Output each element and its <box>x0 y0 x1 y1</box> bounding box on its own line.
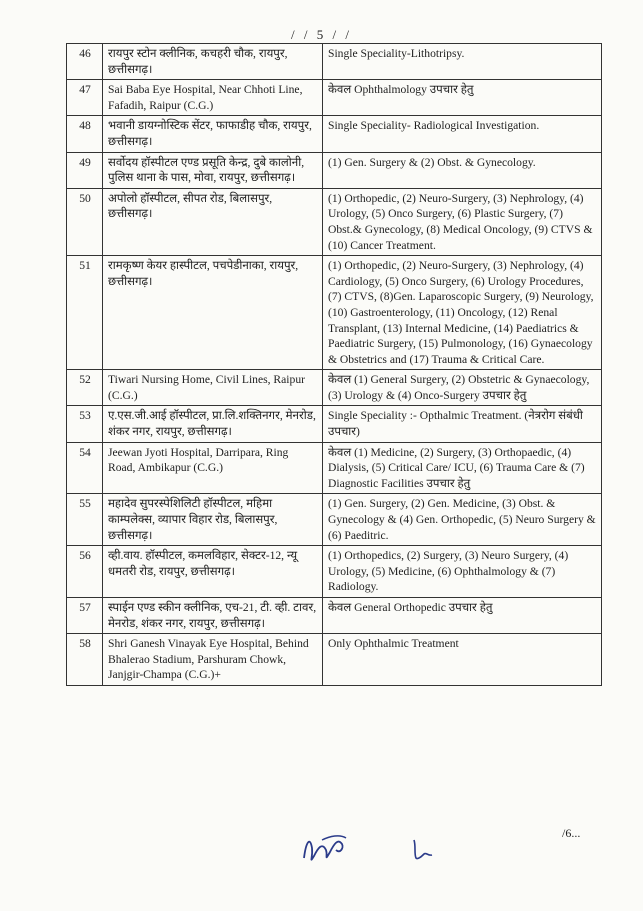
row-number: 48 <box>67 116 103 152</box>
hospital-name: भवानी डायग्नोस्टिक सेंटर, फाफाडीह चौक, रायपुर, छत्तीसगढ़। <box>103 116 323 152</box>
row-number: 47 <box>67 80 103 116</box>
row-number: 51 <box>67 256 103 370</box>
hospital-name: Shri Ganesh Vinayak Eye Hospital, Behind Bhalerao Stadium, Parshuram Chowk, Janjgir-Champa (C.G.)+ <box>103 634 323 686</box>
table-row <box>67 44 602 80</box>
treatment-specialities: केवल Ophthalmology उपचार हेतु <box>323 80 602 116</box>
next-page-marker: /6... <box>562 826 581 840</box>
table-row <box>67 188 602 255</box>
treatment-specialities: केवल (1) Medicine, (2) Surgery, (3) Orthopaedic, (4) Dialysis, (5) Critical Care/ ICU, (6) Trauma Care & (7) Diagnostic Facilities उपचार हेतु <box>323 442 602 494</box>
table-row <box>67 598 602 634</box>
row-number: 50 <box>67 188 103 255</box>
table-row <box>67 116 602 152</box>
table-body <box>67 44 602 686</box>
table-row <box>67 256 602 370</box>
treatment-specialities: (1) Orthopedic, (2) Neuro-Surgery, (3) Nephrology, (4) Urology, (5) Onco Surgery, (6) Plastic Surgery, (7) Obst.& Gynecology, (8) Medical Oncology, (9) CTVS & (10) Cancer Treatment. <box>323 188 602 255</box>
hospital-table <box>66 43 602 686</box>
table-row <box>67 406 602 442</box>
hospital-name: ए.एस.जी.आई हॉस्पीटल, प्रा.लि.शक्तिनगर, मेनरोड, शंकर नगर, रायपुर, छत्तीसगढ़। <box>103 406 323 442</box>
hospital-name: Sai Baba Eye Hospital, Near Chhoti Line, Fafadih, Raipur (C.G.) <box>103 80 323 116</box>
treatment-specialities: Only Ophthalmic Treatment <box>323 634 602 686</box>
treatment-specialities: Single Speciality-Lithotripsy. <box>323 44 602 80</box>
table-row <box>67 442 602 494</box>
row-number: 58 <box>67 634 103 686</box>
table-row <box>67 634 602 686</box>
hospital-name: सर्वोदय हॉस्पीटल एण्ड प्रसूति केन्द्र, दुबे कालोनी, पुलिस थाना के पास, मोवा, रायपुर, छत्तीसगढ़। <box>103 152 323 188</box>
table-row <box>67 546 602 598</box>
signature-left <box>300 828 350 868</box>
row-number: 49 <box>67 152 103 188</box>
treatment-specialities: (1) Gen. Surgery & (2) Obst. & Gynecology. <box>323 152 602 188</box>
hospital-name: Tiwari Nursing Home, Civil Lines, Raipur (C.G.) <box>103 370 323 406</box>
hospital-name: Jeewan Jyoti Hospital, Darripara, Ring Road, Ambikapur (C.G.) <box>103 442 323 494</box>
row-number: 52 <box>67 370 103 406</box>
hospital-name: व्ही.वाय. हॉस्पीटल, कमलविहार, सेक्टर-12, न्यू धमतरी रोड, रायपुर, छत्तीसगढ़। <box>103 546 323 598</box>
hospital-name: रामकृष्ण केयर हास्पीटल, पचपेडीनाका, रायपुर, छत्तीसगढ़। <box>103 256 323 370</box>
treatment-specialities: केवल General Orthopedic उपचार हेतु <box>323 598 602 634</box>
row-number: 53 <box>67 406 103 442</box>
treatment-specialities: केवल (1) General Surgery, (2) Obstetric & Gynaecology, (3) Urology & (4) Onco-Surgery उपचार हेतु <box>323 370 602 406</box>
hospital-name: रायपुर स्टोन क्लीनिक, कचहरी चौक, रायपुर, छत्तीसगढ़। <box>103 44 323 80</box>
table-row <box>67 152 602 188</box>
table-row <box>67 494 602 546</box>
row-number: 46 <box>67 44 103 80</box>
table-row <box>67 80 602 116</box>
row-number: 55 <box>67 494 103 546</box>
signature-right <box>408 838 438 862</box>
row-number: 54 <box>67 442 103 494</box>
treatment-specialities: (1) Orthopedic, (2) Neuro-Surgery, (3) Nephrology, (4) Cardiology, (5) Onco Surgery, (6) Urology Procedures, (7) CTVS, (8)Gen. Laparoscopic Surgery, (9) Neurology, (10) Gastroenterology, (11) Oncology, (12) Renal Transplant, (13) Internal Medicine, (14) Paediatrics & Paediatric Surgery, (15) Pulmonology, (16) Gynaecology & Obstetrics and (17) Trauma & Critical Care. <box>323 256 602 370</box>
hospital-name: अपोलो हॉस्पीटल, सीपत रोड, बिलासपुर, छत्तीसगढ़। <box>103 188 323 255</box>
treatment-specialities: (1) Orthopedics, (2) Surgery, (3) Neuro Surgery, (4) Urology, (5) Medicine, (6) Ophthalmology & (7) Radiology. <box>323 546 602 598</box>
treatment-specialities: Single Speciality- Radiological Investigation. <box>323 116 602 152</box>
hospital-name: महादेव सुपरस्पेशिलिटी हॉस्पीटल, महिमा काम्पलेक्स, व्यापार विहार रोड, बिलासपुर, छत्तीसगढ़। <box>103 494 323 546</box>
hospital-name: स्पाईन एण्ड स्कीन क्लीनिक, एच-21, टी. व्ही. टावर, मेनरोड, शंकर नगर, रायपुर, छत्तीसगढ़। <box>103 598 323 634</box>
treatment-specialities: (1) Gen. Surgery, (2) Gen. Medicine, (3) Obst. & Gynecology & (4) Gen. Orthopedic, (5) Neuro Surgery & (6) Paeditric. <box>323 494 602 546</box>
row-number: 57 <box>67 598 103 634</box>
row-number: 56 <box>67 546 103 598</box>
table-row <box>67 370 602 406</box>
treatment-specialities: Single Speciality :- Opthalmic Treatment. (नेत्ररोग संबंधी उपचार) <box>323 406 602 442</box>
page-marker: / / 5 / / <box>291 27 352 42</box>
